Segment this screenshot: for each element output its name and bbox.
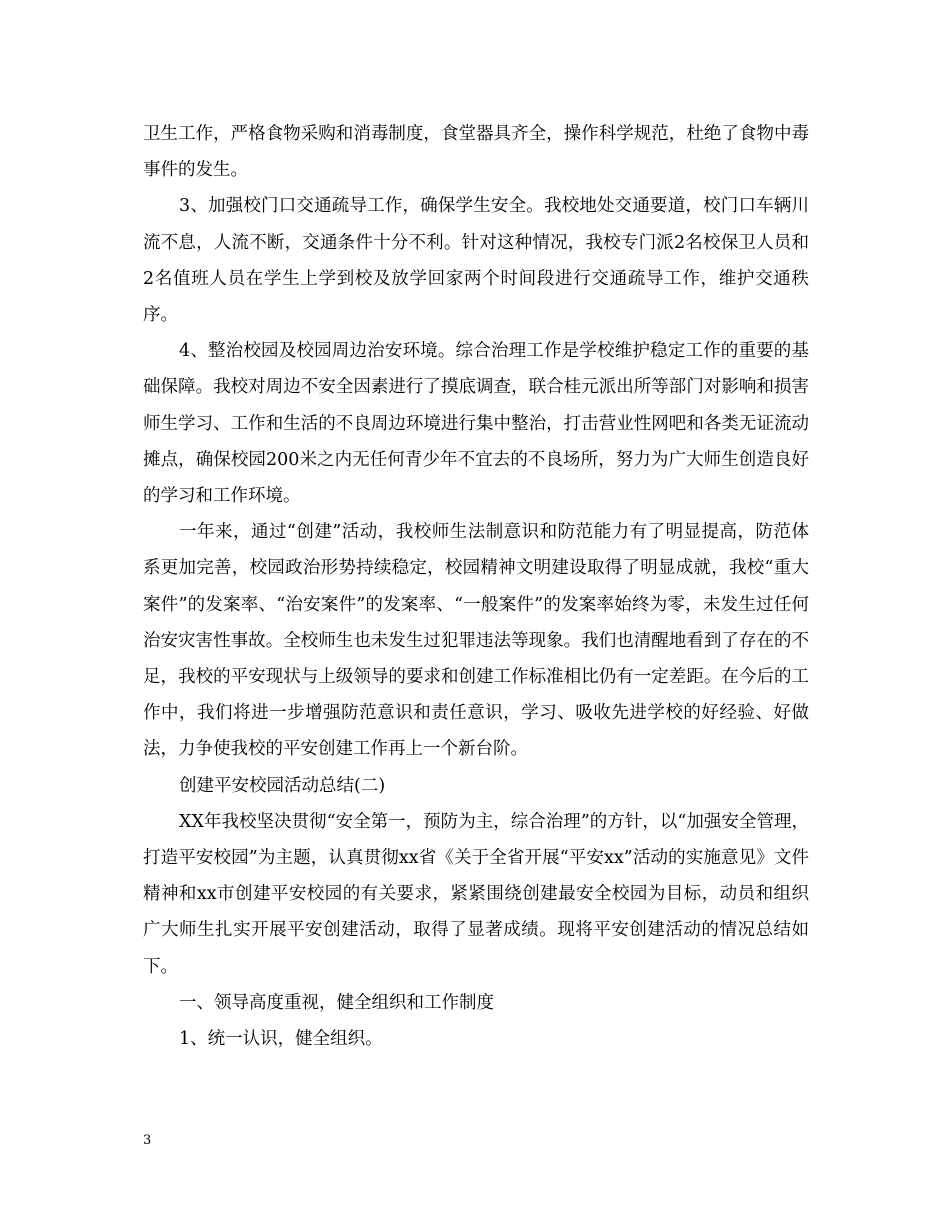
paragraph-5: XX年我校坚决贯彻“安全第一，预防为主，综合治理”的方针，以“加强安全管理，打造平安校园”为主题，认真贯彻xx省《关于全省开展“平安xx”活动的实施意见》文件精神和xx市创建平安校园的有关要求，紧紧围绕创建最安全校园为目标，动员和组织广大师生扎实开展平安创建活动，取得了显著成绩。现将平安创建活动的情况总结如下。 [143,811,809,977]
paragraph-1: 卫生工作，严格食物采购和消毒制度，食堂器具齐全，操作科学规范，杜绝了食物中毒事件的发生。 [143,124,809,181]
paragraph-3: 4、整治校园及校园周边治安环境。综合治理工作是学校维护稳定工作的重要的基础保障。我校对周边不安全因素进行了摸底调查，联合桂元派出所等部门对影响和损害师生学习、工作和生活的不良周边环境进行集中整治，打击营业性网吧和各类无证流动摊点，确保校园200米之内无任何青少年不宜去的不良场所，努力为广大师生创造良好的学习和工作环境。 [143,341,809,507]
section-heading: 创建平安校园活动总结(二) [179,775,386,796]
document-body [143,116,809,1057]
paragraph-2: 3、加强校门口交通疏导工作，确保学生安全。我校地处交通要道，校门口车辆川流不息，人流不断，交通条件十分不利。针对这种情况，我校专门派2名校保卫人员和2名值班人员在学生上学到校及放学回家两个时间段进行交通疏导工作，维护交通秩序。 [143,196,809,326]
subheading-1: 一、领导高度重视，健全组织和工作制度 [179,992,494,1013]
subheading-2: 1、统一认识，健全组织。 [179,1029,383,1050]
paragraph-4: 一年来，通过“创建”活动，我校师生法制意识和防范能力有了明显提高，防范体系更加完善，校园政治形势持续稳定，校园精神文明建设取得了明显成就，我校“重大案件”的发案率、“治安案件”的发案率、“一般案件”的发案率始终为零，未发生过任何治安灾害性事故。全校师生也未发生过犯罪违法等现象。我们也清醒地看到了存在的不足，我校的平安现状与上级领导的要求和创建工作标准相比仍有一定差距。在今后的工作中，我们将进一步增强防范意识和责任意识，学习、吸收先进学校的好经验、好做法，力争使我校的平安创建工作再上一个新台阶。 [143,522,809,760]
page-number: 3 [143,1133,152,1148]
